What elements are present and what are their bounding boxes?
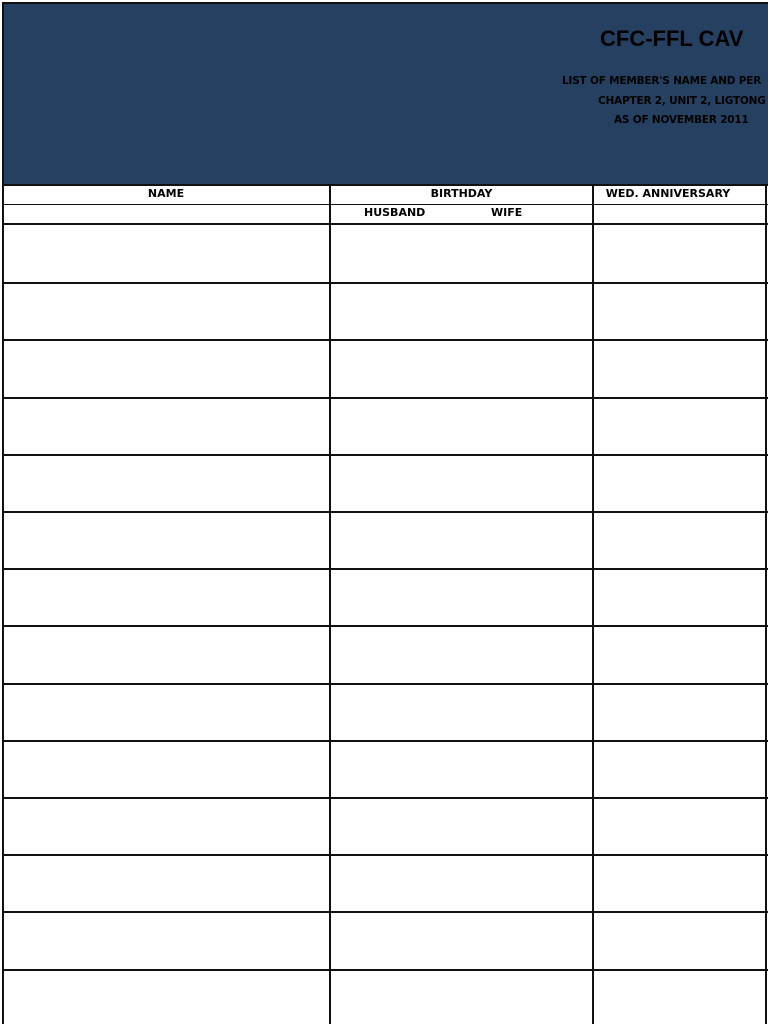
husband-birthday-cell[interactable] <box>331 568 461 625</box>
anniversary-cell[interactable] <box>594 397 765 454</box>
wife-birthday-cell[interactable] <box>462 854 592 911</box>
wife-birthday-cell[interactable] <box>462 740 592 797</box>
table-row[interactable] <box>2 225 768 282</box>
name-cell[interactable] <box>4 225 329 282</box>
anniversary-cell[interactable] <box>594 568 765 625</box>
row-divider <box>2 568 768 570</box>
table-row[interactable] <box>2 454 768 511</box>
wife-birthday-cell[interactable] <box>462 225 592 282</box>
column-divider <box>329 184 331 1024</box>
subtitle-line-3: AS OF NOVEMBER 2011 <box>614 114 749 126</box>
husband-birthday-cell[interactable] <box>331 854 461 911</box>
anniversary-cell[interactable] <box>594 854 765 911</box>
name-cell[interactable] <box>4 854 329 911</box>
column-header-name: NAME <box>147 187 185 200</box>
husband-birthday-cell[interactable] <box>331 797 461 854</box>
header-divider <box>2 184 768 186</box>
table-row[interactable] <box>2 397 768 454</box>
husband-birthday-cell[interactable] <box>331 511 461 568</box>
row-divider <box>2 339 768 341</box>
column-header-wed-anniversary: WED. ANNIVERSARY <box>605 187 731 200</box>
column-header-husband: HUSBAND <box>364 206 426 219</box>
row-divider <box>2 969 768 971</box>
name-cell[interactable] <box>4 740 329 797</box>
wife-birthday-cell[interactable] <box>462 911 592 968</box>
row-divider <box>2 854 768 856</box>
table-row[interactable] <box>2 339 768 396</box>
table-row[interactable] <box>2 511 768 568</box>
row-divider <box>2 625 768 627</box>
anniversary-cell[interactable] <box>594 511 765 568</box>
wife-birthday-cell[interactable] <box>462 625 592 682</box>
wife-birthday-cell[interactable] <box>462 797 592 854</box>
husband-birthday-cell[interactable] <box>331 683 461 740</box>
husband-birthday-cell[interactable] <box>331 225 461 282</box>
anniversary-cell[interactable] <box>594 282 765 339</box>
anniversary-cell[interactable] <box>594 225 765 282</box>
table-row[interactable] <box>2 740 768 797</box>
table-border-left <box>2 184 4 1024</box>
anniversary-cell[interactable] <box>594 911 765 968</box>
anniversary-cell[interactable] <box>594 969 765 1024</box>
name-cell[interactable] <box>4 454 329 511</box>
column-header-wife: WIFE <box>491 206 523 219</box>
name-cell[interactable] <box>4 568 329 625</box>
anniversary-cell[interactable] <box>594 797 765 854</box>
member-table <box>2 184 768 1024</box>
row-divider <box>2 397 768 399</box>
table-row[interactable] <box>2 625 768 682</box>
column-header-birthday: BIRTHDAY <box>430 187 493 200</box>
wife-birthday-cell[interactable] <box>462 339 592 396</box>
wife-birthday-cell[interactable] <box>462 568 592 625</box>
row-divider <box>2 511 768 513</box>
row-divider <box>2 683 768 685</box>
name-cell[interactable] <box>4 511 329 568</box>
row-divider <box>2 454 768 456</box>
anniversary-cell[interactable] <box>594 454 765 511</box>
wife-birthday-cell[interactable] <box>462 683 592 740</box>
header-banner <box>2 2 768 184</box>
name-cell[interactable] <box>4 911 329 968</box>
column-divider <box>592 184 594 1024</box>
row-divider <box>2 282 768 284</box>
row-divider <box>2 740 768 742</box>
column-divider <box>765 184 767 1024</box>
anniversary-cell[interactable] <box>594 625 765 682</box>
subtitle-line-1: LIST OF MEMBER'S NAME AND PER <box>562 75 762 87</box>
wife-birthday-cell[interactable] <box>462 969 592 1024</box>
table-row[interactable] <box>2 911 768 968</box>
row-divider <box>2 911 768 913</box>
husband-birthday-cell[interactable] <box>331 625 461 682</box>
header-divider <box>2 204 768 205</box>
name-cell[interactable] <box>4 969 329 1024</box>
husband-birthday-cell[interactable] <box>331 740 461 797</box>
row-divider <box>2 797 768 799</box>
anniversary-cell[interactable] <box>594 683 765 740</box>
table-row[interactable] <box>2 282 768 339</box>
table-row[interactable] <box>2 568 768 625</box>
husband-birthday-cell[interactable] <box>331 969 461 1024</box>
husband-birthday-cell[interactable] <box>331 454 461 511</box>
wife-birthday-cell[interactable] <box>462 397 592 454</box>
husband-birthday-cell[interactable] <box>331 282 461 339</box>
husband-birthday-cell[interactable] <box>331 397 461 454</box>
name-cell[interactable] <box>4 397 329 454</box>
name-cell[interactable] <box>4 282 329 339</box>
husband-birthday-cell[interactable] <box>331 911 461 968</box>
header-divider <box>2 223 768 225</box>
table-row[interactable] <box>2 797 768 854</box>
anniversary-cell[interactable] <box>594 339 765 396</box>
table-row[interactable] <box>2 854 768 911</box>
name-cell[interactable] <box>4 625 329 682</box>
document-title: CFC-FFL CAV <box>600 26 744 51</box>
anniversary-cell[interactable] <box>594 740 765 797</box>
name-cell[interactable] <box>4 797 329 854</box>
name-cell[interactable] <box>4 683 329 740</box>
wife-birthday-cell[interactable] <box>462 454 592 511</box>
table-row[interactable] <box>2 969 768 1024</box>
wife-birthday-cell[interactable] <box>462 511 592 568</box>
name-cell[interactable] <box>4 339 329 396</box>
subtitle-line-2: CHAPTER 2, UNIT 2, LIGTONG <box>598 95 766 107</box>
husband-birthday-cell[interactable] <box>331 339 461 396</box>
wife-birthday-cell[interactable] <box>462 282 592 339</box>
table-row[interactable] <box>2 683 768 740</box>
